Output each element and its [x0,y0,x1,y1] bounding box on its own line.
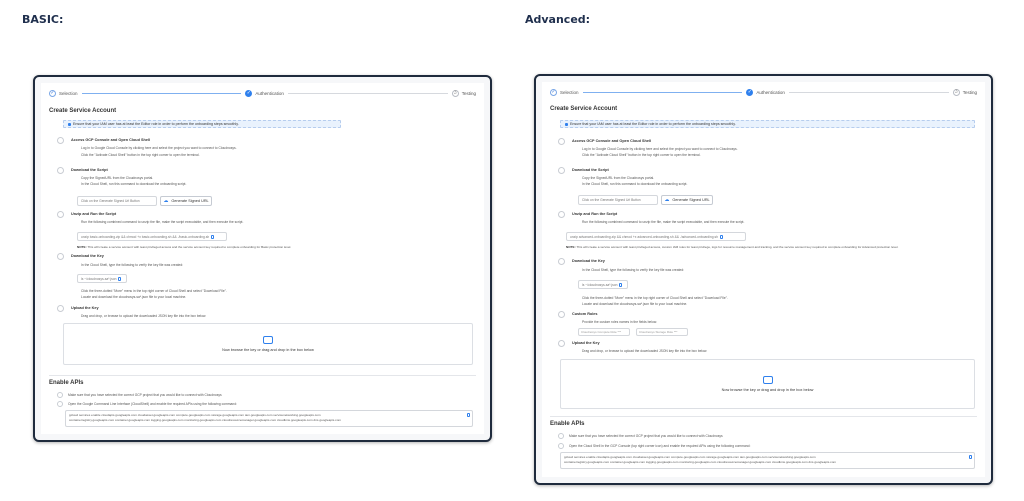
upload-icon [263,336,273,344]
info-icon [68,123,71,126]
advanced-panel [542,82,985,477]
enable-apis-title: Enable APIs [550,421,585,427]
step-number-icon [558,340,565,347]
apis-bullet-2: Open the Cloud Shell in the GCP Console (top right corner icon) and enable the required APIs using the following command: [569,444,751,448]
note-text [77,245,291,249]
step-testing[interactable] [452,90,476,97]
download-bullet-1: Copy the SignedURL from the Cloudnosys portal. [582,176,655,180]
generate-label: Generate Signed URL [171,199,209,203]
copy-icon[interactable] [118,277,121,281]
check-icon: ✓ [246,90,251,96]
check-icon: ✓ [747,89,752,95]
info-banner [63,120,341,128]
key-command[interactable] [77,274,127,283]
drop-text: Now browse the key or drag and drop in the box below [222,348,314,352]
download-bullet-2: In the Cloud Shell, run this command to download the onboarding script. [582,182,688,186]
access-title: Access GCP Console and Open Cloud Shell [71,138,151,142]
step-authentication[interactable] [746,89,785,96]
unzip-bullet-1: Run the following combined command to unzip the file, make the script executable, and then execute the script. [582,220,745,224]
command-text: ls ~/cloudnosys-sa*.json [582,282,618,287]
drop-text: Now browse the key or drag and drop in the box below [721,388,814,392]
command-line-1: gcloud services enable cloudapis.googleapis.com cloudasset.googleapis.com compute.googleapis.com storage.googleapis.com iam.googleapis.com servicenetworking.googleapis.com [69,413,321,417]
unzip-title: Unzip and Run the Script [572,212,618,216]
unzip-title: Unzip and Run the Script [71,212,117,216]
step-number-icon [558,311,565,318]
generate-label: Generate Signed URL [672,198,710,202]
create-service-account-title: Create Service Account [550,106,618,112]
step-number-icon: 3 [452,90,459,97]
step-number-icon [57,253,64,260]
step-number-icon [57,211,64,218]
command-line-1: gcloud services enable cloudapis.googleapis.com cloudasset.googleapis.com compute.googleapis.com storage.googleapis.com iam.googleapis.com servicenetworking.googleapis.com [564,455,816,459]
step-number-icon [558,211,565,218]
step-label: Testing [461,90,476,96]
step-authentication[interactable] [245,90,284,97]
signed-url-input[interactable]: Click on the Generate Signed Url Button [578,195,658,205]
note-body: This will create a service account with least privileged access, custom IAM roles for least privilege, logs for resource management and tracking, and the service account key required to complete onboarding for Advanced protection level. [576,245,899,249]
copy-icon[interactable] [969,455,972,459]
download-bullet-2: In the Cloud Shell, run this command to download the onboarding script. [81,182,187,186]
step-label: Testing [962,89,977,95]
stepper-line [583,92,743,93]
step-number-icon [558,138,565,145]
key-bullet-1: In the Cloud Shell, type the following to verify the key file was created: [582,268,685,272]
key-bullet-3: Locate and download the cloudnosys-sa*.json file to your local machine. [582,302,688,306]
step-label: Selection [560,89,579,95]
download-key-title: Download the Key [572,259,605,263]
roles-bullet-1: Provide the custom roles names in the fields below. [582,320,657,324]
key-bullet-2: Click the three-dotted "More" menu in the top right corner of Cloud Shell and select "Download File". [81,289,227,293]
copy-icon[interactable] [720,235,723,239]
step-number-icon [558,443,564,449]
apis-command[interactable] [560,452,975,469]
info-banner [560,120,975,128]
access-bullet-2: Click the "Activate Cloud Shell" button in the top right corner to open the terminal. [582,153,701,157]
note-body: This will create a service account with least privileged access and the service account key required to complete onboarding for Basic protection level. [87,245,292,249]
basic-stepper [49,87,476,99]
step-number-icon [57,305,64,312]
step-number-icon [57,167,64,174]
step-selection[interactable] [550,89,579,96]
info-text: Ensure that your IAM user has at least the Editor role in order to perform the onboarding steps smoothly. [73,122,239,126]
basic-panel [41,83,484,434]
signed-url-input[interactable]: Click on the Generate Signed Url Button [77,196,157,206]
upload-bullet-1: Drag and drop, or browse to upload the downloaded JSON key file into the box below. [81,314,207,318]
key-bullet-3: Locate and download the cloudnosys-sa*.json file to your local machine. [81,295,187,299]
access-bullet-1: Log in to Google Cloud Console by clicking here and select the project you want to connect to Cloudnosys. [81,146,237,150]
storage-role-input[interactable]: Cloudnosys Storage Role *** [636,328,688,336]
stepper-line [288,93,448,94]
note-label: NOTE: [77,245,87,249]
stepper-line [82,93,242,94]
key-drop-zone[interactable] [560,359,975,409]
access-bullet-1: Log in to Google Cloud Console by clicking here and select the project you want to connect to Cloudnosys. [582,147,738,151]
key-bullet-2: Click the three-dotted "More" menu in the top right corner of Cloud Shell and select "Download File". [582,296,728,300]
key-bullet-1: In the Cloud Shell, type the following to verify the key file was created: [81,263,184,267]
compute-role-input[interactable]: Cloudnosys Compute Role *** [578,328,630,336]
info-text: Ensure that your IAM user has at least the Editor role in order to perform the onboarding steps smoothly. [570,122,736,126]
basic-heading: BASIC: [22,13,64,26]
step-number-icon [57,401,63,407]
apis-bullet-1: Make sure that you have selected the correct GCP project that you would like to connect with Cloudnosys [569,434,723,438]
download-script-title: Download the Script [572,168,609,172]
command-text: unzip basic-onboarding.zip && chmod +x basic-onboarding.sh && ./basic-onboarding.sh [81,234,210,239]
access-bullet-2: Click the "Activate Cloud Shell" button in the top right corner to open the terminal. [81,153,200,157]
enable-apis-title: Enable APIs [49,380,84,386]
upload-bullet-1: Drag and drop, or browse to upload the downloaded JSON key file into the box below. [582,349,708,353]
unzip-bullet-1: Run the following combined command to unzip the file, make the script executable, and then execute the script. [81,220,244,224]
divider [49,375,476,376]
command-line-2: containerregistry.googleapis.com container.googleapis.com logging.googleapis.com monitoring.googleapis.com cloudresourcemanager.googleapis.com cloudkms.googleapis.com dns.googleapis.com [69,418,342,422]
apis-command[interactable] [65,410,473,427]
command-text: unzip advanced-onboarding.zip && chmod +x advanced-onboarding.sh && ./advanced-onboarding.sh [570,234,719,239]
note-text [566,245,981,249]
step-label: Selection [59,90,78,96]
info-icon [565,123,568,126]
step-number-icon [558,167,565,174]
create-service-account-title: Create Service Account [49,108,117,114]
key-drop-zone[interactable] [63,323,473,365]
divider [550,416,977,417]
apis-bullet-1: Make sure that you have selected the correct GCP project that you would like to connect with Cloudnosys [68,393,222,397]
advanced-stepper [550,86,977,98]
command-text: ls ~/cloudnosys-sa*.json [81,276,117,281]
download-script-title: Download the Script [71,168,108,172]
copy-icon[interactable] [467,413,470,417]
upload-key-title: Upload the Key [71,306,99,310]
step-number-icon [558,433,564,439]
advanced-heading: Advanced: [525,13,591,26]
upload-icon [763,376,773,384]
step-number-icon [558,258,565,265]
step-label: Authentication [255,90,284,96]
generate-signed-url-button[interactable] [160,196,212,206]
custom-roles-title: Custom Roles [572,312,598,316]
unzip-command[interactable] [77,232,227,241]
copy-icon[interactable] [211,235,214,239]
step-number-icon [57,137,64,144]
cloud-icon: ☁ [664,197,670,203]
advanced-screenshot-frame [534,74,993,485]
download-key-title: Download the Key [71,254,104,258]
cloud-icon: ☁ [163,198,169,204]
download-bullet-1: Copy the SignedURL from the Cloudnosys portal. [81,176,154,180]
generate-signed-url-button[interactable] [661,195,713,205]
access-title: Access GCP Console and Open Cloud Shell [572,139,652,143]
stepper-line [789,92,949,93]
key-command[interactable] [578,280,628,289]
check-icon: ✓ [50,90,55,96]
step-label: Authentication [756,89,785,95]
command-line-2: containerregistry.googleapis.com container.googleapis.com logging.googleapis.com monitoring.googleapis.com cloudresourcemanager.googleapis.com cloudkms.googleapis.com dns.googleapis.com [564,460,837,464]
step-number-icon [57,392,63,398]
check-icon: ✓ [551,89,556,95]
step-number-icon: 3 [953,89,960,96]
step-selection[interactable] [49,90,78,97]
unzip-command[interactable] [566,232,746,241]
copy-icon[interactable] [619,283,622,287]
upload-key-title: Upload the Key [572,341,600,345]
step-testing[interactable] [953,89,977,96]
apis-bullet-2: Open the Google Command Line Interface (CloudShell) and enable the required APIs using the following command: [68,402,237,406]
note-label: NOTE: [566,245,576,249]
basic-screenshot-frame [33,75,492,442]
